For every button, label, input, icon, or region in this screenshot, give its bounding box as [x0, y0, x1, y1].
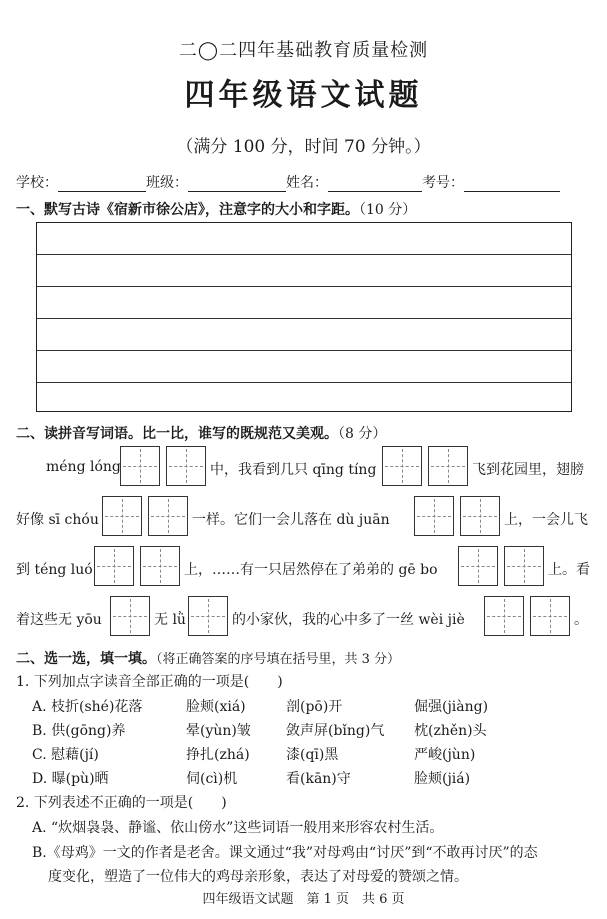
school-label: 学校：	[16, 175, 58, 191]
exam-header: 二◯二四年基础教育质量检测	[178, 40, 429, 61]
tianzige-box[interactable]	[148, 496, 188, 536]
sentence-text: 飞到花园里，翅膀	[472, 462, 584, 478]
option-d-item: 脸颊(jiá)	[414, 771, 471, 787]
tianzige-box[interactable]	[94, 546, 134, 586]
exam-no-blank[interactable]	[464, 177, 560, 192]
option-b[interactable]: B. 供(gōng)养	[32, 723, 126, 739]
tianzige-box[interactable]	[414, 496, 454, 536]
option-b-item: 敛声屏(bǐng)气	[286, 723, 385, 739]
tianzige-box[interactable]	[140, 546, 180, 586]
poem-writing-box[interactable]	[36, 222, 572, 412]
writing-line	[37, 286, 571, 287]
tianzige-box[interactable]	[460, 496, 500, 536]
sentence-text: 一样。它们一会儿落在 dù juān	[192, 512, 390, 528]
page-title: 四年级语文试题	[184, 78, 423, 113]
section-1-title: 一、默写古诗《宿新市徐公店》，注意字的大小和字距。（10 分）	[16, 202, 417, 218]
tianzige-box[interactable]	[166, 446, 206, 486]
student-info-line	[16, 172, 560, 192]
tianzige-box[interactable]	[120, 446, 160, 486]
option-d-item: 伺(cì)机	[186, 771, 238, 787]
sentence-text: 。	[574, 612, 588, 628]
option-a-item: 剖(pō)开	[286, 699, 343, 715]
writing-line	[37, 318, 571, 319]
option-a-item: 脸颊(xiá)	[186, 699, 246, 715]
option-b-item: 晕(yùn)皱	[186, 723, 251, 739]
option-d[interactable]: D. 曝(pù)晒	[32, 771, 109, 787]
option-d-item: 看(kān)守	[286, 771, 351, 787]
page-footer: 四年级语文试题 第 1 页 共 6 页	[202, 892, 405, 907]
question-1: 1. 下列加点字读音全部正确的一项是( )	[16, 674, 283, 690]
option-b[interactable]: B.《母鸡》一文的作者是老舍。课文通过“我”对母鸡由“讨厌”到“不敢再讨厌”的态	[32, 845, 538, 861]
section-2-title: 二、读拼音写词语。比一比，谁写的既规范又美观。（8 分）	[16, 426, 387, 442]
question-2: 2. 下列表述不正确的一项是( )	[16, 795, 227, 811]
option-c-item: 严峻(jùn)	[414, 747, 476, 763]
tianzige-box[interactable]	[484, 596, 524, 636]
pinyin-text: 无 lǜ	[154, 612, 186, 628]
sentence-text: 上。看	[548, 562, 590, 578]
option-b-continued: 度变化，塑造了一位伟大的鸡母亲形象，表达了对母爱的赞颂之情。	[48, 869, 468, 885]
writing-line	[37, 254, 571, 255]
tianzige-box[interactable]	[382, 446, 422, 486]
pinyin-row-2	[0, 496, 607, 538]
tianzige-box[interactable]	[530, 596, 570, 636]
name-label: 姓名：	[286, 175, 328, 191]
sentence-text: 上，……有一只居然停在了弟弟的 gē bo	[184, 562, 438, 578]
tianzige-box[interactable]	[188, 596, 228, 636]
sentence-text: 上，一会儿飞	[504, 512, 588, 528]
option-b-item: 枕(zhěn)头	[414, 723, 487, 739]
option-c-item: 漆(qī)黑	[286, 747, 339, 763]
writing-line	[37, 382, 571, 383]
sentence-text: 的小家伙，我的心中多了一丝 wèi jiè	[232, 612, 465, 628]
sentence-text: 中，我看到几只 qīng tíng	[210, 462, 377, 478]
exam-no-label: 考号：	[422, 175, 464, 191]
tianzige-box[interactable]	[110, 596, 150, 636]
school-blank[interactable]	[58, 177, 146, 192]
name-blank[interactable]	[328, 177, 422, 192]
pinyin-text: 到 téng luó	[16, 562, 93, 578]
pinyin-row-4	[0, 596, 607, 638]
option-c[interactable]: C. 慰藉(jí)	[32, 747, 99, 763]
class-blank[interactable]	[188, 177, 286, 192]
option-c-item: 挣扎(zhá)	[186, 747, 250, 763]
pinyin-text: méng lóng	[46, 459, 121, 475]
tianzige-box[interactable]	[458, 546, 498, 586]
tianzige-box[interactable]	[504, 546, 544, 586]
option-a[interactable]: A. 枝折(shé)花落	[32, 699, 143, 715]
writing-line	[37, 350, 571, 351]
class-label: 班级：	[146, 175, 188, 191]
exam-subtitle: （满分 100 分，时间 70 分钟。）	[176, 137, 431, 157]
pinyin-row-3	[0, 546, 607, 588]
option-a[interactable]: A. “炊烟袅袅、静谧、依山傍水”这些词语一般用来形容农村生活。	[32, 820, 444, 836]
option-a-item: 倔强(jiàng)	[414, 699, 489, 715]
pinyin-row-1	[0, 446, 607, 488]
tianzige-box[interactable]	[428, 446, 468, 486]
section-3-title: 二、选一选，填一填。（将正确答案的序号填在括号里，共 3 分）	[16, 651, 401, 667]
tianzige-box[interactable]	[102, 496, 142, 536]
pinyin-text: 着这些无 yōu	[16, 612, 102, 628]
pinyin-text: 好像 sī chóu	[16, 512, 99, 528]
